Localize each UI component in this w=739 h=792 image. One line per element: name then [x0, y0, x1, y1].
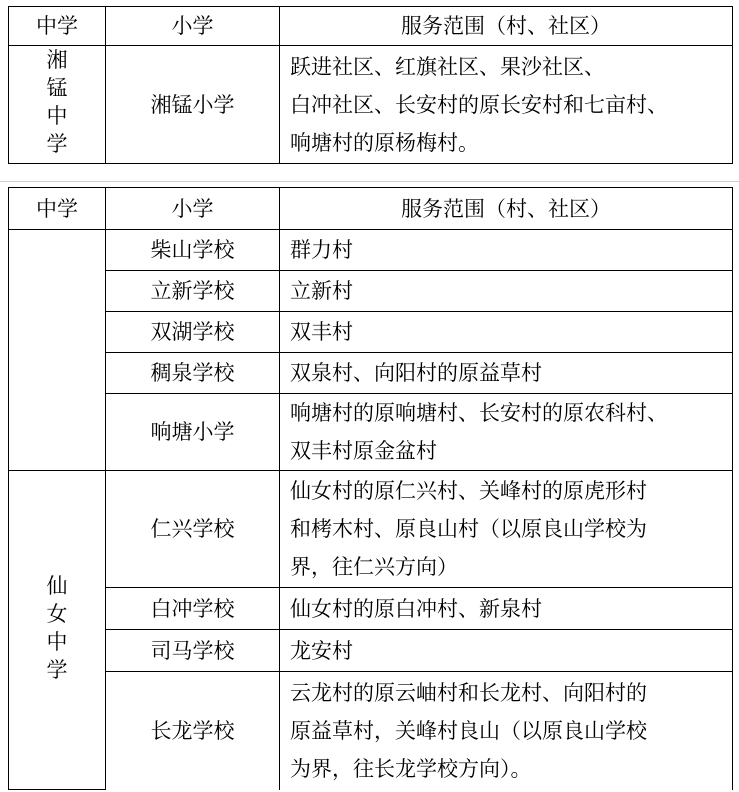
service-scope-cell [280, 672, 733, 790]
header-service-scope: 服务范围（村、社区） [280, 188, 733, 230]
scope-line: 和栲木村、原良山村（以原良山学校为 [290, 517, 647, 541]
school-district-table-1 [8, 6, 733, 164]
table-row [9, 672, 733, 790]
scope-line: 双丰村 [290, 320, 353, 344]
middle-school-name: 仙女中学 [46, 573, 68, 682]
primary-school-cell: 柴山学校 [106, 230, 280, 271]
primary-school-cell: 湘锰小学 [106, 46, 280, 164]
table-header-row [9, 7, 733, 46]
scope-line: 响塘村的原响塘村、长安村的原农科村、 [290, 401, 668, 425]
service-scope-cell [280, 588, 733, 630]
header-primary-school: 小学 [106, 188, 280, 230]
scope-line: 云龙村的原云岫村和长龙村、向阳村的 [290, 680, 647, 705]
primary-school-cell: 立新学校 [106, 271, 280, 312]
scope-line: 白冲社区、长安村的原长安村和七亩村、 [290, 92, 668, 117]
scope-line: 原益草村，关峰村良山（以原良山学校 [290, 718, 647, 743]
middle-school-cell [9, 471, 106, 790]
scope-line: 仙女村的原白冲村、新泉村 [290, 596, 542, 621]
scope-line: 龙安村 [290, 638, 353, 663]
table-row [9, 471, 733, 588]
scope-line: 响塘村的原杨梅村。 [290, 130, 479, 155]
service-scope-cell [280, 312, 733, 353]
primary-school-cell: 长龙学校 [106, 672, 280, 790]
page-separator [0, 181, 739, 182]
table-row [9, 353, 733, 394]
primary-school-cell: 稠泉学校 [106, 353, 280, 394]
table-row [9, 271, 733, 312]
service-scope-cell [280, 230, 733, 271]
table-row [9, 630, 733, 672]
service-scope-cell [280, 46, 733, 164]
scope-line: 群力村 [290, 238, 353, 262]
table-row [9, 394, 733, 471]
table-row [9, 46, 733, 164]
scope-line: 立新村 [290, 279, 353, 303]
header-service-scope: 服务范围（村、社区） [280, 7, 733, 46]
primary-school-cell: 白冲学校 [106, 588, 280, 630]
service-scope-cell [280, 471, 733, 588]
service-scope-cell [280, 271, 733, 312]
header-primary-school: 小学 [106, 7, 280, 46]
scope-line: 界，往仁兴方向） [290, 555, 458, 579]
primary-school-cell: 仁兴学校 [106, 471, 280, 588]
primary-school-cell: 司马学校 [106, 630, 280, 672]
table-row [9, 312, 733, 353]
scope-line: 为界，往长龙学校方向）。 [290, 756, 532, 781]
header-middle-school: 中学 [9, 188, 106, 230]
scope-line: 双泉村、向阳村的原益草村 [290, 361, 542, 385]
scope-line: 仙女村的原仁兴村、关峰村的原虎形村 [290, 479, 647, 503]
table-row [9, 588, 733, 630]
middle-school-cell-empty [9, 230, 106, 471]
table-header-row [9, 188, 733, 230]
table-row [9, 230, 733, 271]
primary-school-cell: 双湖学校 [106, 312, 280, 353]
school-district-table-2 [8, 187, 733, 790]
scope-line: 双丰村原金盆村 [290, 439, 437, 463]
primary-school-cell: 响塘小学 [106, 394, 280, 471]
header-middle-school: 中学 [9, 7, 106, 46]
middle-school-name: 湘锰中学 [46, 48, 68, 156]
service-scope-cell [280, 630, 733, 672]
scope-line: 跃进社区、红旗社区、果沙社区、 [290, 54, 605, 79]
middle-school-cell [9, 46, 106, 164]
service-scope-cell [280, 394, 733, 471]
service-scope-cell [280, 353, 733, 394]
